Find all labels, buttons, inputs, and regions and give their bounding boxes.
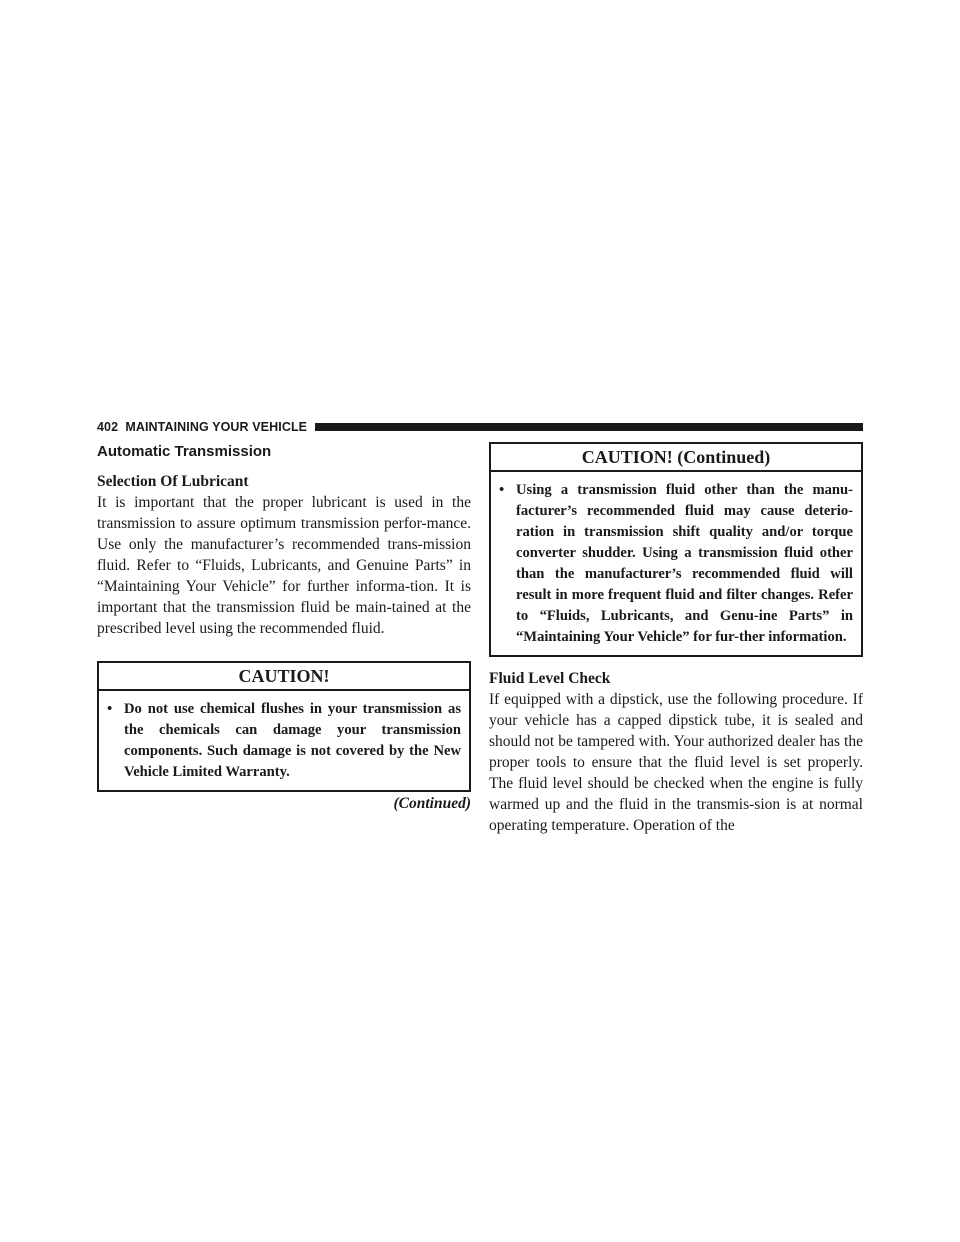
bullet-icon: • xyxy=(107,701,113,717)
subsection-title-fluid-level: Fluid Level Check xyxy=(489,670,611,687)
right-column xyxy=(489,442,863,836)
page-header-text xyxy=(97,420,315,434)
page-header xyxy=(97,417,863,437)
caution-title: CAUTION! xyxy=(99,663,469,691)
subsection-title-lubricant: Selection Of Lubricant xyxy=(97,473,249,490)
fluid-level-paragraph: If equipped with a dipstick, use the following procedure. If your vehicle has a capped dipstick tube, it is sealed and should not be tampered with. Your authorized dealer has the proper tools to ensure that the fluid level is set properly. The fluid level should be checked when the engine is fully warmed up and the fluid in the transmis-sion is at normal operating temperature. Operation of the xyxy=(489,691,863,834)
header-rule xyxy=(315,423,863,431)
caution-continued-box xyxy=(489,442,863,657)
continued-label: (Continued) xyxy=(393,795,471,812)
section-title: Automatic Transmission xyxy=(97,443,272,460)
caution-box xyxy=(97,661,471,792)
lubricant-paragraph: It is important that the proper lubricant is used in the transmission to assure optimum transmission perfor-mance. Use only the manufacturer’s recommended trans-mission fluid. Refer to “Fluids, Lubricants, and Genuine Parts” in “Maintaining Your Vehicle” for further informa-tion. It is important that the transmission fluid be main-tained at the prescribed level using the recommended fluid. xyxy=(97,494,471,637)
bullet-icon: • xyxy=(499,482,505,498)
section-name: MAINTAINING YOUR VEHICLE xyxy=(125,420,308,434)
caution-continued-text: Using a transmission fluid other than the manu-facturer’s recommended fluid may cause deterio-ration in transmission shift quality and/or torque converter shudder. Using a transmission fluid other than the manufacturer’s recommended fluid will result in more frequent fluid and filter changes. Refer to “Fluids, Lubricants, and Genu-ine Parts” in “Maintaining Your Vehicle” for fur-ther information. xyxy=(516,482,853,645)
page-number: 402 xyxy=(97,420,119,434)
caution-text: Do not use chemical flushes in your transmission as the chemicals can damage your transmission components. Such damage is not covered by the New Vehicle Limited Warranty. xyxy=(124,701,461,780)
left-column xyxy=(97,442,471,814)
caution-continued-body xyxy=(491,472,861,655)
caution-body xyxy=(99,691,469,790)
caution-continued-title: CAUTION! (Continued) xyxy=(491,444,861,472)
